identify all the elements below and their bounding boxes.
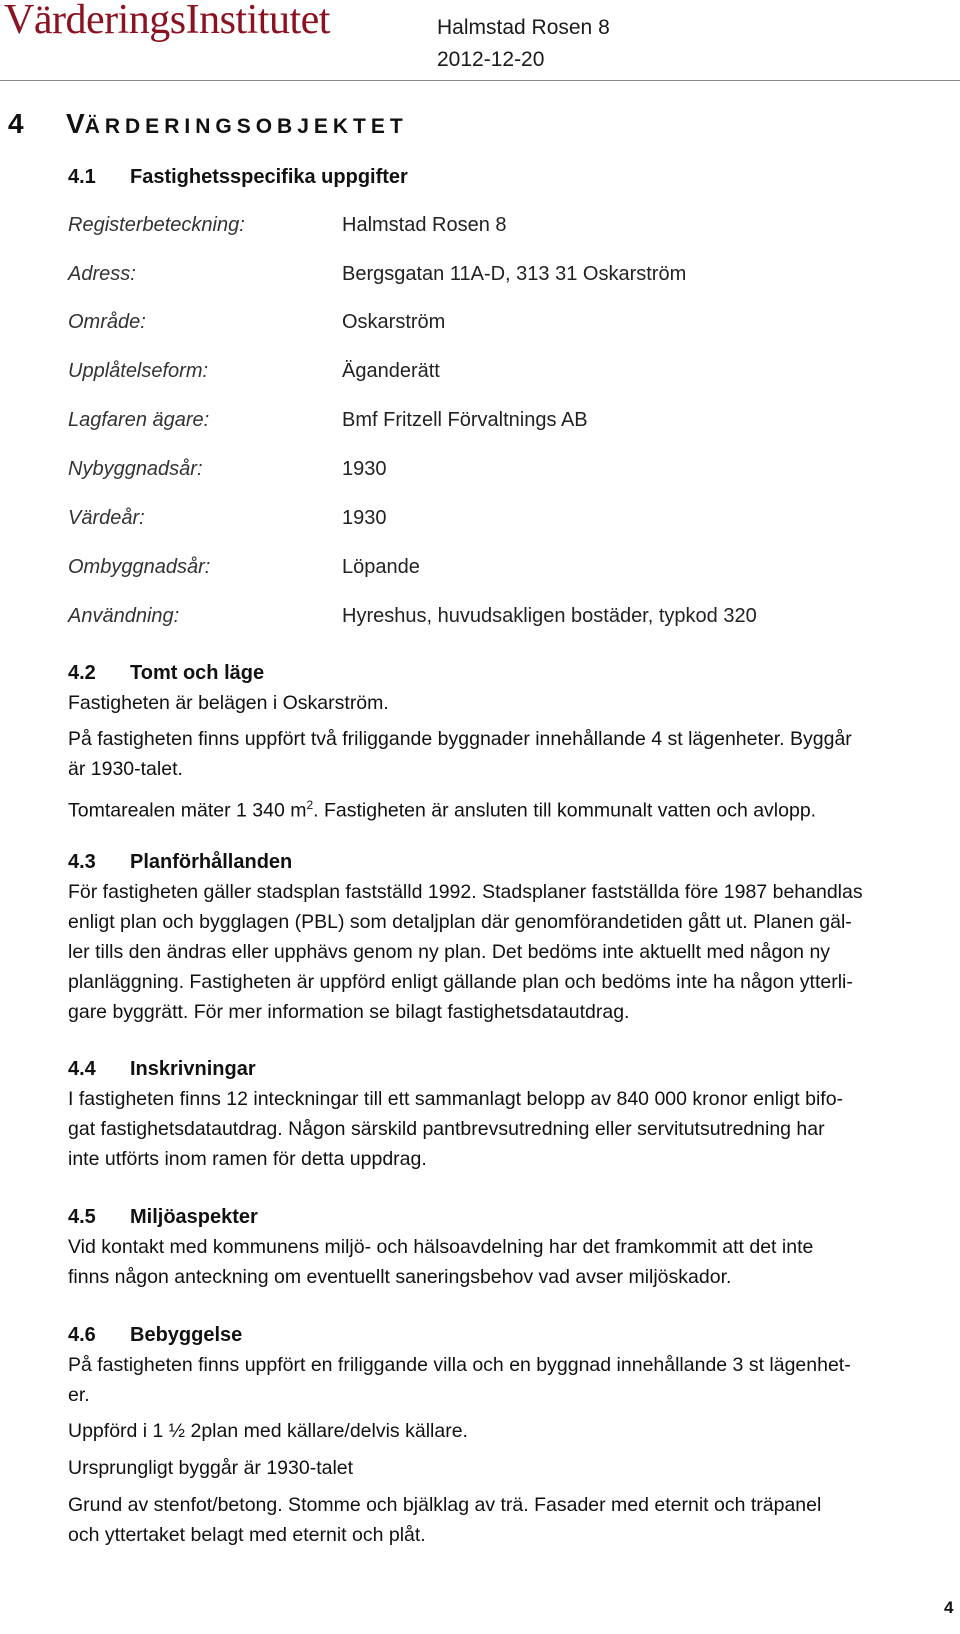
section-heading-4-1 bbox=[68, 166, 408, 189]
area-prefix: Tomtarealen mäter 1 340 m bbox=[68, 799, 307, 822]
section-number: 4.5 bbox=[68, 1206, 96, 1228]
field-value-lagfaren-agare: Bmf Fritzell Förvaltnings AB bbox=[342, 409, 588, 431]
section-number: 4.1 bbox=[68, 166, 96, 188]
paragraph-line: inte utförts inom ramen för detta uppdrag. bbox=[68, 1148, 427, 1170]
paragraph-line: På fastigheten finns uppfört två friliggande byggnader innehållande 4 st lägenheter. Byggår bbox=[68, 728, 852, 750]
paragraph-line: Uppförd i 1 ½ 2plan med källare/delvis källare. bbox=[68, 1420, 468, 1442]
chapter-title-rest: ÄRDERINGSOBJEKTET bbox=[84, 115, 408, 138]
field-value-upplatelseform: Äganderätt bbox=[342, 360, 440, 382]
section-number: 4.3 bbox=[68, 851, 96, 873]
paragraph-line: Fastigheten är belägen i Oskarström. bbox=[68, 692, 389, 714]
paragraph-line: gare byggrätt. För mer information se bilagt fastighetsdatautdrag. bbox=[68, 1001, 630, 1023]
field-value-omrade: Oskarström bbox=[342, 311, 446, 333]
paragraph-line: Grund av stenfot/betong. Stomme och bjälklag av trä. Fasader med eternit och träpanel bbox=[68, 1494, 822, 1516]
section-title: Inskrivningar bbox=[130, 1058, 256, 1080]
section-heading-4-2 bbox=[68, 662, 264, 685]
field-label-registerbeteckning: Registerbeteckning: bbox=[68, 214, 245, 236]
paragraph-line: Vid kontakt med kommunens miljö- och hälsoavdelning har det framkommit att det inte bbox=[68, 1236, 814, 1258]
chapter-heading bbox=[8, 108, 408, 140]
paragraph-line: I fastigheten finns 12 inteckningar till ett sammanlagt belopp av 840 000 kronor enligt bifo- bbox=[68, 1088, 844, 1110]
field-label-lagfaren-agare: Lagfaren ägare: bbox=[68, 409, 210, 431]
field-label-ombyggnadsar: Ombyggnadsår: bbox=[68, 556, 211, 578]
page-number: 4 bbox=[944, 1598, 954, 1617]
field-value-adress: Bergsgatan 11A-D, 313 31 Oskarström bbox=[342, 263, 687, 285]
chapter-number: 4 bbox=[8, 108, 24, 139]
section-heading-4-5 bbox=[68, 1206, 258, 1229]
section-title: Tomt och läge bbox=[130, 662, 265, 684]
header-date: 2012-12-20 bbox=[437, 48, 545, 71]
field-label-omrade: Område: bbox=[68, 311, 146, 333]
field-value-anvandning: Hyreshus, huvudsakligen bostäder, typkod 320 bbox=[342, 605, 757, 627]
section-title: Fastighetsspecifika uppgifter bbox=[130, 166, 408, 188]
paragraph-line: enligt plan och bygglagen (PBL) som detaljplan där genomförandetiden gått ut. Planen gäl- bbox=[68, 911, 852, 933]
paragraph-line: ler tills den ändras eller upphävs genom ny plan. Det bedöms inte aktuellt med någon ny bbox=[68, 941, 831, 963]
paragraph-line: planläggning. Fastigheten är uppförd enligt gällande plan och bedöms inte ha någon ytterli- bbox=[68, 971, 853, 993]
paragraph-line: och yttertaket belagt med eternit och plåt. bbox=[68, 1524, 426, 1546]
section-number: 4.6 bbox=[68, 1324, 96, 1346]
paragraph-line: gat fastighetsdatautdrag. Någon särskild pantbrevsutredning eller servitutsutredning har bbox=[68, 1118, 825, 1140]
section-heading-4-6 bbox=[68, 1324, 242, 1347]
field-label-anvandning: Användning: bbox=[68, 605, 180, 627]
company-logo: VärderingsInstitutet bbox=[4, 0, 330, 43]
field-label-adress: Adress: bbox=[68, 263, 136, 285]
area-suffix: . Fastigheten är ansluten till kommunalt vatten och avlopp. bbox=[313, 799, 817, 822]
header-property: Halmstad Rosen 8 bbox=[437, 16, 610, 39]
paragraph-line: finns någon anteckning om eventuellt saneringsbehov vad avser miljöskador. bbox=[68, 1266, 732, 1288]
section-title: Bebyggelse bbox=[130, 1324, 243, 1346]
area-superscript: 2 bbox=[306, 798, 314, 812]
section-heading-4-4 bbox=[68, 1058, 256, 1081]
field-label-upplatelseform: Upplåtelseform: bbox=[68, 360, 209, 382]
section-number: 4.4 bbox=[68, 1058, 96, 1080]
field-label-nybyggnadsar: Nybyggnadsår: bbox=[68, 458, 203, 480]
paragraph-line: är 1930-talet. bbox=[68, 758, 183, 780]
paragraph-line-area bbox=[68, 790, 954, 826]
header-divider bbox=[0, 80, 960, 81]
field-value-vardear: 1930 bbox=[342, 507, 387, 529]
field-label-vardear: Värdeår: bbox=[68, 507, 145, 529]
section-title: Planförhållanden bbox=[130, 851, 293, 873]
paragraph-line: Ursprungligt byggår är 1930-talet bbox=[68, 1457, 354, 1479]
section-title: Miljöaspekter bbox=[130, 1206, 258, 1228]
section-number: 4.2 bbox=[68, 662, 96, 684]
chapter-title-initial: V bbox=[66, 108, 85, 139]
section-heading-4-3 bbox=[68, 851, 292, 874]
field-value-nybyggnadsar: 1930 bbox=[342, 458, 387, 480]
paragraph-line: För fastigheten gäller stadsplan fastställd 1992. Stadsplaner fastställda före 1987 behandlas bbox=[68, 881, 863, 903]
field-value-registerbeteckning: Halmstad Rosen 8 bbox=[342, 214, 507, 236]
field-value-ombyggnadsar: Löpande bbox=[342, 556, 420, 578]
paragraph-line: er. bbox=[68, 1384, 90, 1406]
paragraph-line: På fastigheten finns uppfört en friliggande villa och en byggnad innehållande 3 st lägenhet- bbox=[68, 1354, 851, 1376]
